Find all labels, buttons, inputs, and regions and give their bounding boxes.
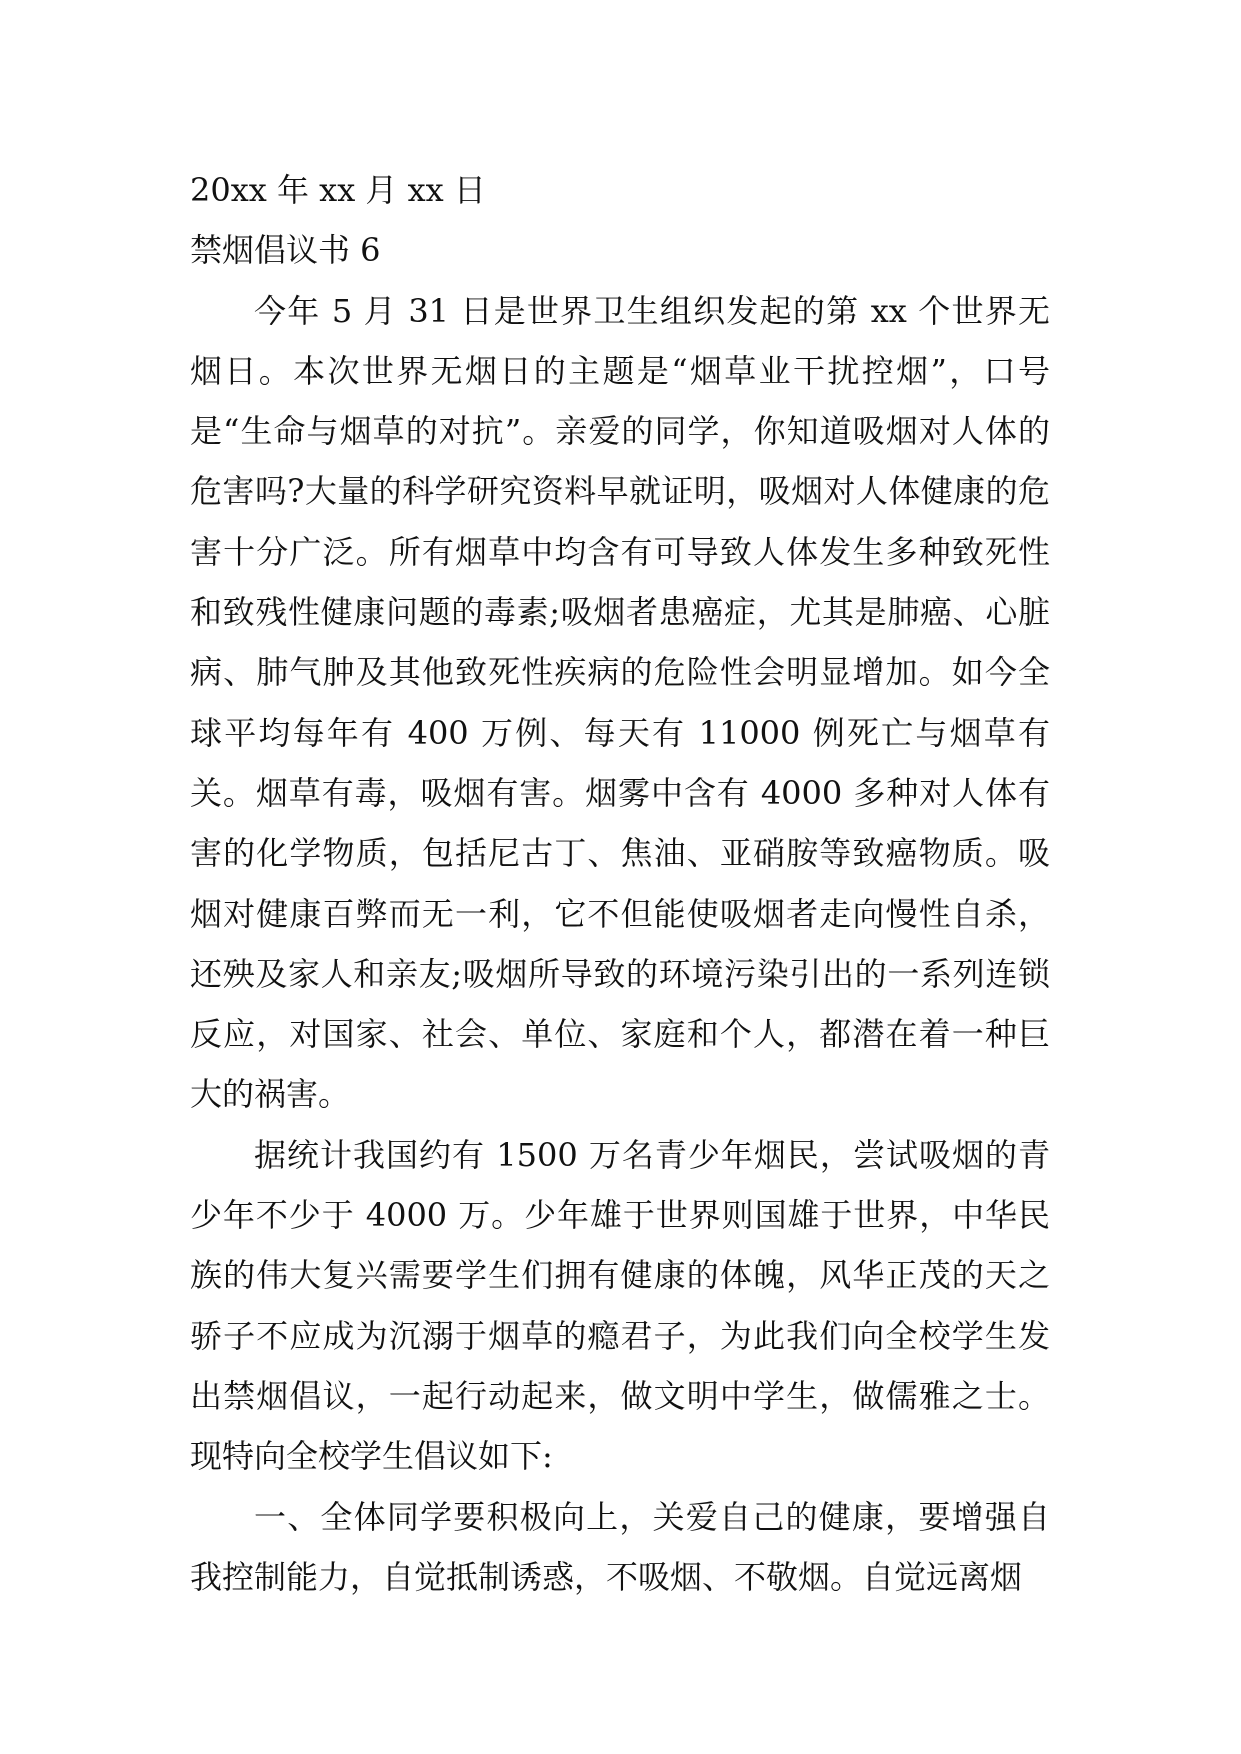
date-line: 20xx 年 xx 月 xx 日 (190, 171, 486, 209)
paragraph-3: 一、全体同学要积极向上，关爱自己的健康，要增强自我控制能力，自觉抵制诱惑，不吸烟、不敬烟。自觉远离烟 (190, 1497, 1050, 1596)
document-page (190, 160, 1050, 1607)
document-title: 禁烟倡议书 6 (190, 231, 381, 270)
paragraph-1: 今年 5 月 31 日是世界卫生组织发起的第 xx 个世界无烟日。本次世界无烟日的主题是“烟草业干扰控烟”，口号是“生命与烟草的对抗”。亲爱的同学，你知道吸烟对人体的危害吗?大量的科学研究资料早就证明，吸烟对人体健康的危害十分广泛。所有烟草中均含有可导致人体发生多种致死性和致残性健康问题的毒素;吸烟者患癌症，尤其是肺癌、心脏病、肺气肿及其他致死性疾病的危险性会明显增加。如今全球平均每年有 400 万例、每天有 11000 例死亡与烟草有关。烟草有毒，吸烟有害。烟雾中含有 4000 多种对人体有害的化学物质，包括尼古丁、焦油、亚硝胺等致癌物质。吸烟对健康百弊而无一利，它不但能使吸烟者走向慢性自杀，还殃及家人和亲友;吸烟所导致的环境污染引出的一系列连锁反应，对国家、社会、单位、家庭和个人，都潜在着一种巨大的祸害。 (190, 291, 1050, 1114)
paragraph-2: 据统计我国约有 1500 万名青少年烟民，尝试吸烟的青少年不少于 4000 万。少年雄于世界则国雄于世界，中华民族的伟大复兴需要学生们拥有健康的体魄，风华正茂的天之骄子不应成为沉溺于烟草的瘾君子，为此我们向全校学生发出禁烟倡议，一起行动起来，做文明中学生，做儒雅之士。现特向全校学生倡议如下: (190, 1135, 1050, 1476)
